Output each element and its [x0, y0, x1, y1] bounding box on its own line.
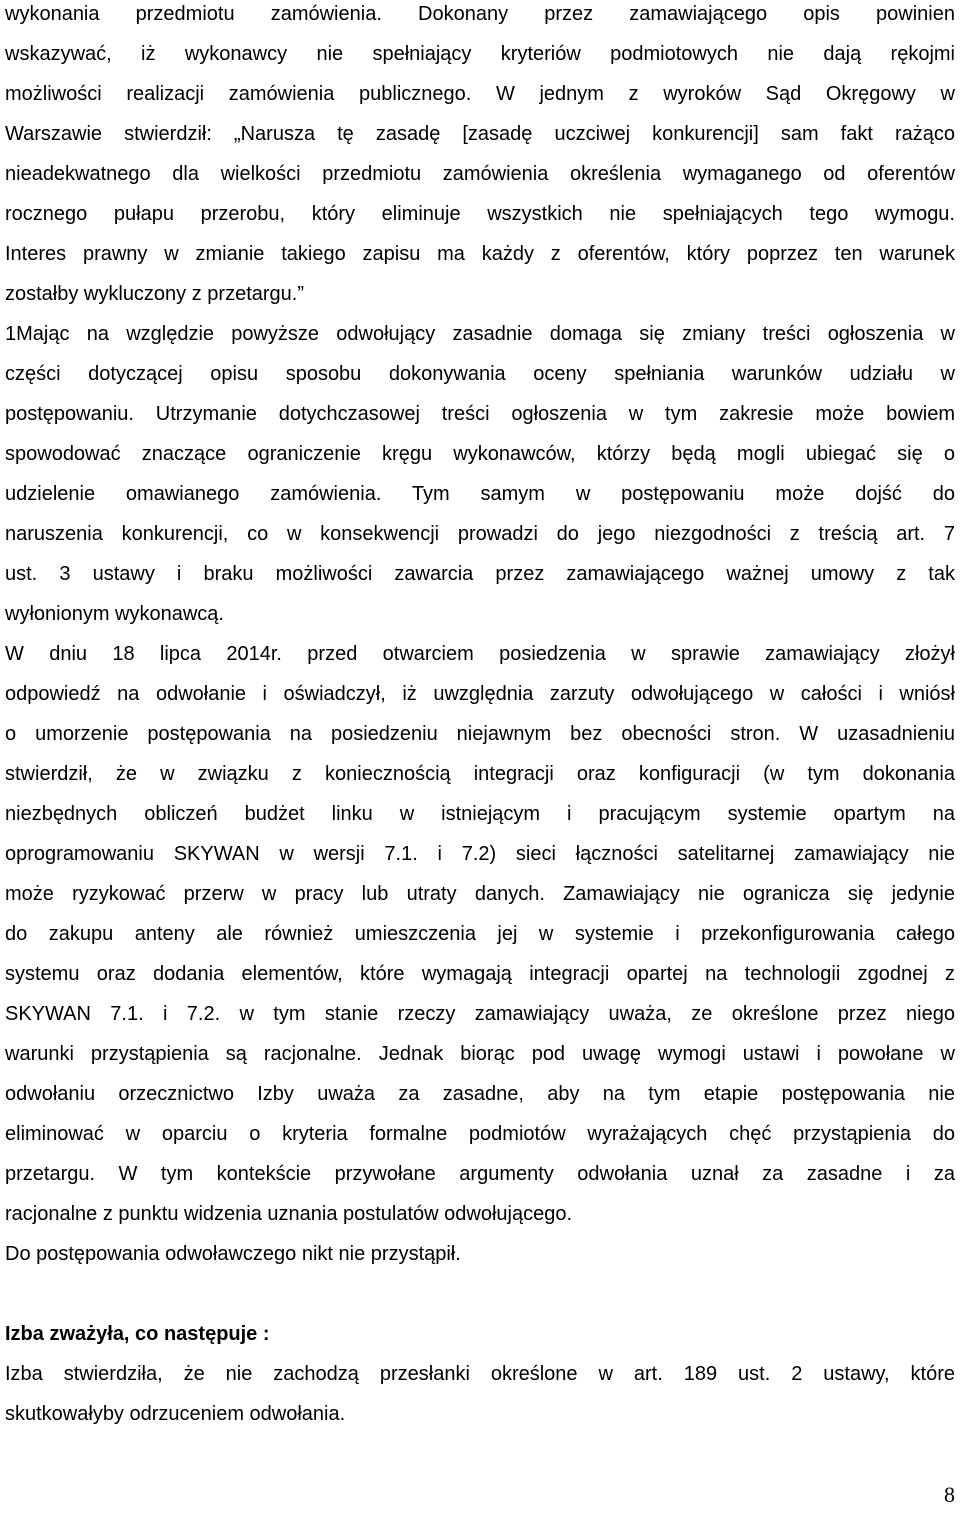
section-heading: Izba zważyła, co następuje :	[5, 1323, 270, 1345]
text-line: racjonalne z punktu widzenia uznania postulatów odwołującego.	[5, 1203, 573, 1225]
document-page	[5, 0, 955, 1434]
text-line: odwołaniu orzecznictwo Izby uważa za zasadne, aby na tym etapie postępowania nie	[5, 1083, 955, 1105]
text-line: nieadekwatnego dla wielkości przedmiotu zamówienia określenia wymaganego od oferentów	[5, 163, 955, 185]
text-line: W dniu 18 lipca 2014r. przed otwarciem posiedzenia w sprawie zamawiający złożył	[5, 643, 955, 665]
text-line: wyłonionym wykonawcą.	[5, 603, 224, 625]
text-line: przetargu. W tym kontekście przywołane argumenty odwołania uznał za zasadne i za	[5, 1163, 955, 1185]
text-line: Do postępowania odwoławczego nikt nie przystąpił.	[5, 1243, 461, 1265]
text-line: Izba stwierdziła, że nie zachodzą przesłanki określone w art. 189 ust. 2 ustawy, które	[5, 1363, 955, 1385]
text-line: postępowaniu. Utrzymanie dotychczasowej treści ogłoszenia w tym zakresie może bowiem	[5, 403, 955, 425]
paragraph-gap	[5, 1274, 955, 1314]
text-line: warunki przystąpienia są racjonalne. Jednak biorąc pod uwagę wymogi ustawi i powołane w	[5, 1043, 955, 1065]
text-line: SKYWAN 7.1. i 7.2. w tym stanie rzeczy zamawiający uważa, ze określone przez niego	[5, 1003, 955, 1025]
text-line: Warszawie stwierdził: „Narusza tę zasadę [zasadę uczciwej konkurencji] sam fakt rażąco	[5, 123, 955, 145]
text-line: spowodować znaczące ograniczenie kręgu wykonawców, którzy będą mogli ubiegać się o	[5, 443, 955, 465]
text-line: Interes prawny w zmianie takiego zapisu ma każdy z oferentów, który poprzez ten warunek	[5, 243, 955, 265]
text-line: może ryzykować przerw w pracy lub utraty danych. Zamawiający nie ogranicza się jedynie	[5, 883, 955, 905]
text-line: skutkowałyby odrzuceniem odwołania.	[5, 1403, 346, 1425]
text-line: udzielenie omawianego zamówienia. Tym samym w postępowaniu może dojść do	[5, 483, 955, 505]
text-line: odpowiedź na odwołanie i oświadczył, iż uwzględnia zarzuty odwołującego w całości i wniósł	[5, 683, 955, 705]
text-line: ust. 3 ustawy i braku możliwości zawarcia przez zamawiającego ważnej umowy z tak	[5, 563, 955, 585]
page-number: 8	[944, 1482, 955, 1507]
text-line: wykonania przedmiotu zamówienia. Dokonany przez zamawiającego opis powinien	[5, 3, 955, 25]
text-line: systemu oraz dodania elementów, które wymagają integracji opartej na technologii zgodnej z	[5, 963, 955, 985]
text-line: 1Mając na względzie powyższe odwołujący zasadnie domaga się zmiany treści ogłoszenia w	[5, 323, 955, 345]
text-line: niezbędnych obliczeń budżet linku w istniejącym i pracującym systemie opartym na	[5, 803, 955, 825]
text-line: stwierdził, że w związku z koniecznością integracji oraz konfiguracji (w tym dokonania	[5, 763, 955, 785]
text-line: naruszenia konkurencji, co w konsekwencji prowadzi do jego niezgodności z treścią art. 7	[5, 523, 955, 545]
text-line: do zakupu anteny ale również umieszczenia jej w systemie i przekonfigurowania całego	[5, 923, 955, 945]
text-line: wskazywać, iż wykonawcy nie spełniający kryteriów podmiotowych nie dają rękojmi	[5, 43, 955, 65]
text-line: zostałby wykluczony z przetargu.”	[5, 283, 305, 305]
text-line: o umorzenie postępowania na posiedzeniu niejawnym bez obecności stron. W uzasadnieniu	[5, 723, 955, 745]
text-line: części dotyczącej opisu sposobu dokonywania oceny spełniania warunków udziału w	[5, 363, 955, 385]
text-line: oprogramowaniu SKYWAN w wersji 7.1. i 7.2) sieci łączności satelitarnej zamawiający nie	[5, 843, 955, 865]
text-line: rocznego pułapu przerobu, który eliminuje wszystkich nie spełniających tego wymogu.	[5, 203, 955, 225]
text-line: możliwości realizacji zamówienia publicznego. W jednym z wyroków Sąd Okręgowy w	[5, 83, 955, 105]
text-line: eliminować w oparciu o kryteria formalne podmiotów wyrażających chęć przystąpienia do	[5, 1123, 955, 1145]
